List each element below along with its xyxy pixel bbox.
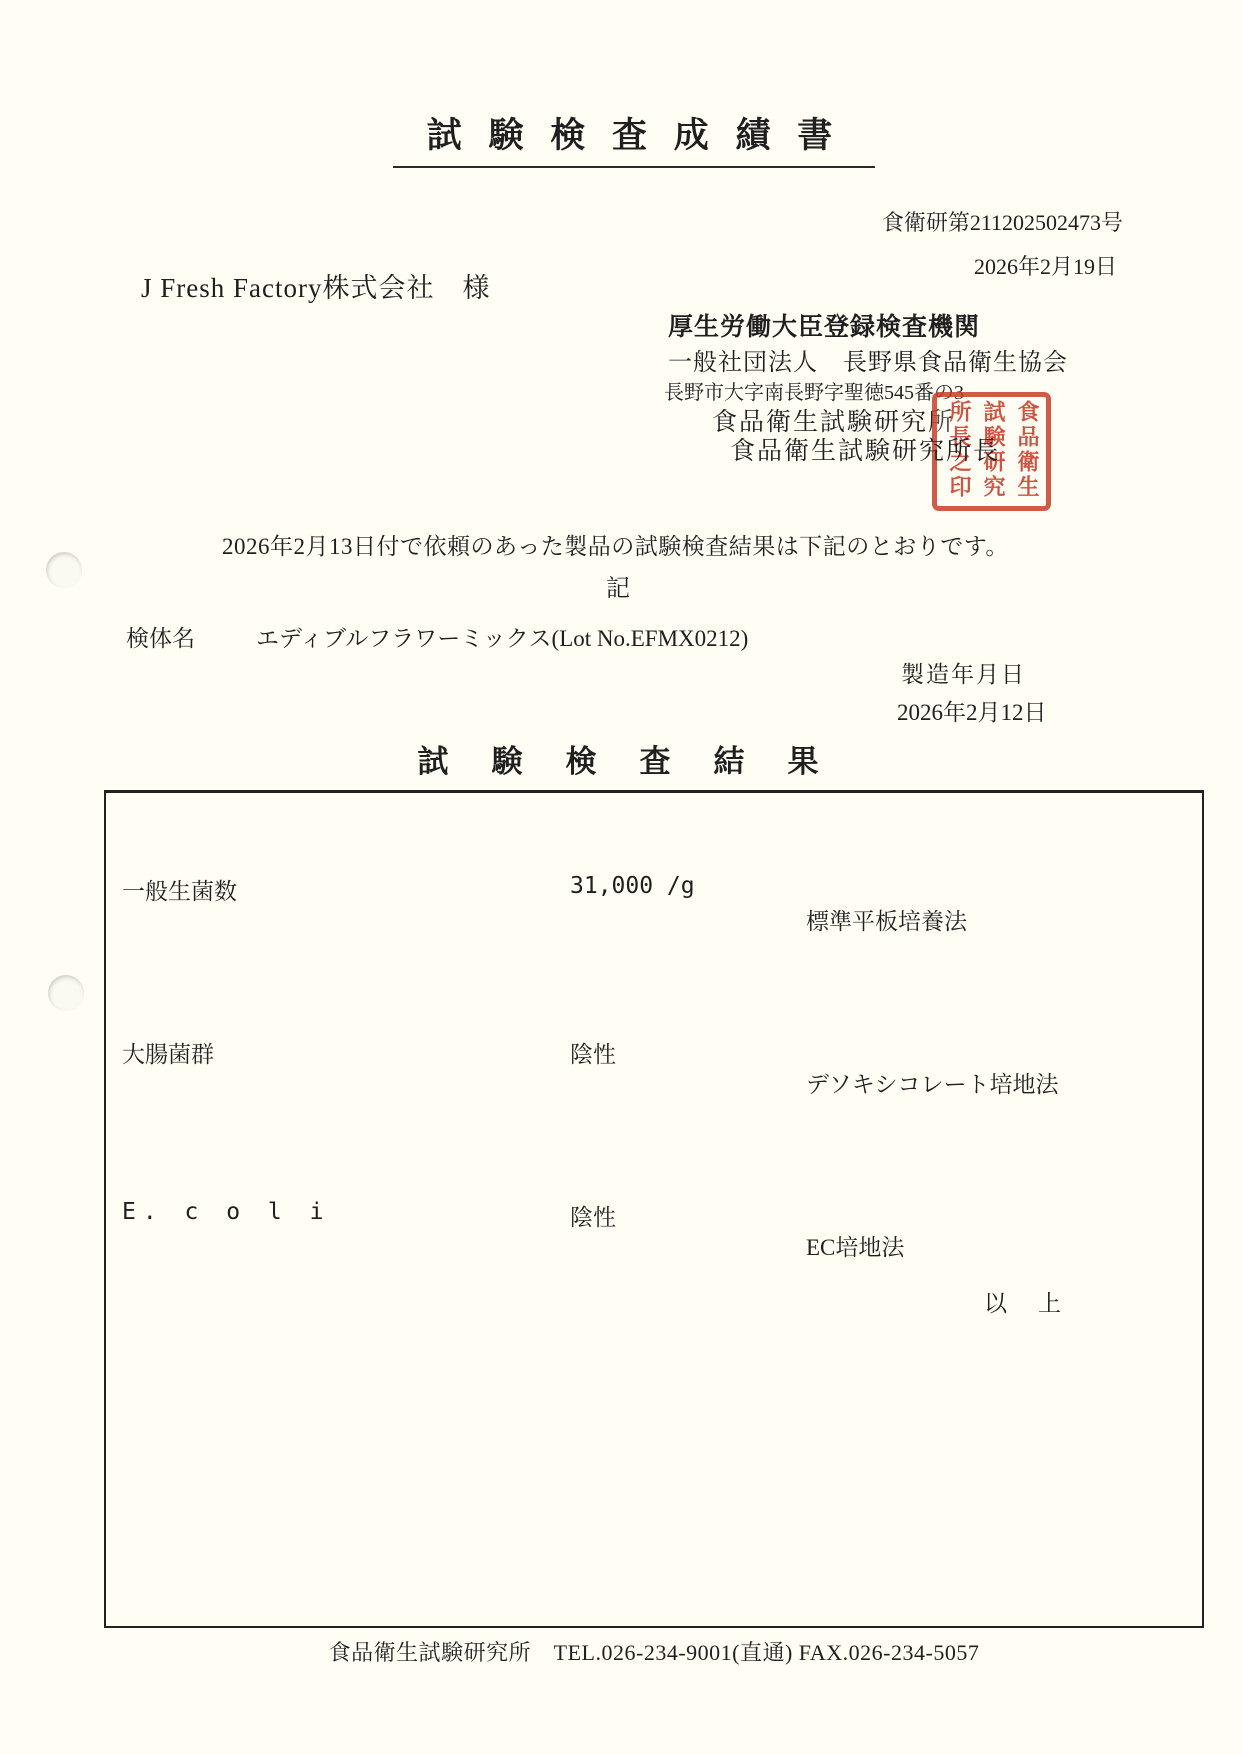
- agency-registration-label: 厚生労働大臣登録検査機関: [668, 313, 981, 341]
- addressee: J Fresh Factory株式会社 様: [141, 273, 491, 303]
- result-method: 標準平板培養法: [806, 909, 967, 934]
- sample-name-label: 検体名: [126, 626, 195, 651]
- request-statement: 2026年2月13日付で依頼のあった製品の試験検査結果は下記のとおりです。: [222, 534, 1009, 559]
- sample-name-value: エディブルフラワーミックス(Lot No.EFMX0212): [256, 626, 749, 651]
- results-table: [104, 790, 1204, 1628]
- issue-date: 2026年2月19日: [973, 254, 1117, 279]
- agency-laboratory: 食品衛生試験研究所: [712, 409, 956, 436]
- agency-organization: 一般社団法人 長野県食品衛生協会: [668, 350, 1068, 376]
- seal-text: 食品衛生試験研究所長之印: [947, 400, 1040, 500]
- result-value: 陰性: [570, 1042, 616, 1067]
- result-value: 陰性: [570, 1205, 616, 1230]
- results-heading: 試 験 検 査 結 果: [417, 744, 825, 779]
- closing-mark: 以 上: [984, 1291, 1065, 1316]
- result-item: E. c o l i: [122, 1199, 331, 1225]
- record-mark: 記: [606, 576, 630, 602]
- manufacture-date-label: 製造年月日: [901, 662, 1026, 687]
- agency-address: 長野市大字南長野字聖徳545番の3: [664, 382, 964, 404]
- footer-contact: 食品衛生試験研究所 TEL.026-234-9001(直通) FAX.026-234-5057: [328, 1640, 980, 1665]
- document-number: 食衛研第211202502473号: [881, 210, 1123, 235]
- result-item: 一般生菌数: [122, 879, 237, 904]
- manufacture-date-value: 2026年2月12日: [897, 700, 1047, 725]
- result-item: 大腸菌群: [122, 1042, 214, 1067]
- agency-signer-title: 食品衛生試験研究所長: [730, 438, 1001, 465]
- punch-hole-bottom: [48, 975, 84, 1011]
- result-value: 31,000 /g: [570, 873, 695, 899]
- title-row: [0, 108, 1242, 168]
- result-method: EC培地法: [806, 1235, 905, 1260]
- result-method: デソキシコレート培地法: [806, 1072, 1059, 1097]
- sample-row: [126, 620, 748, 653]
- document-title: 試 験 検 査 成 績 書: [393, 108, 876, 168]
